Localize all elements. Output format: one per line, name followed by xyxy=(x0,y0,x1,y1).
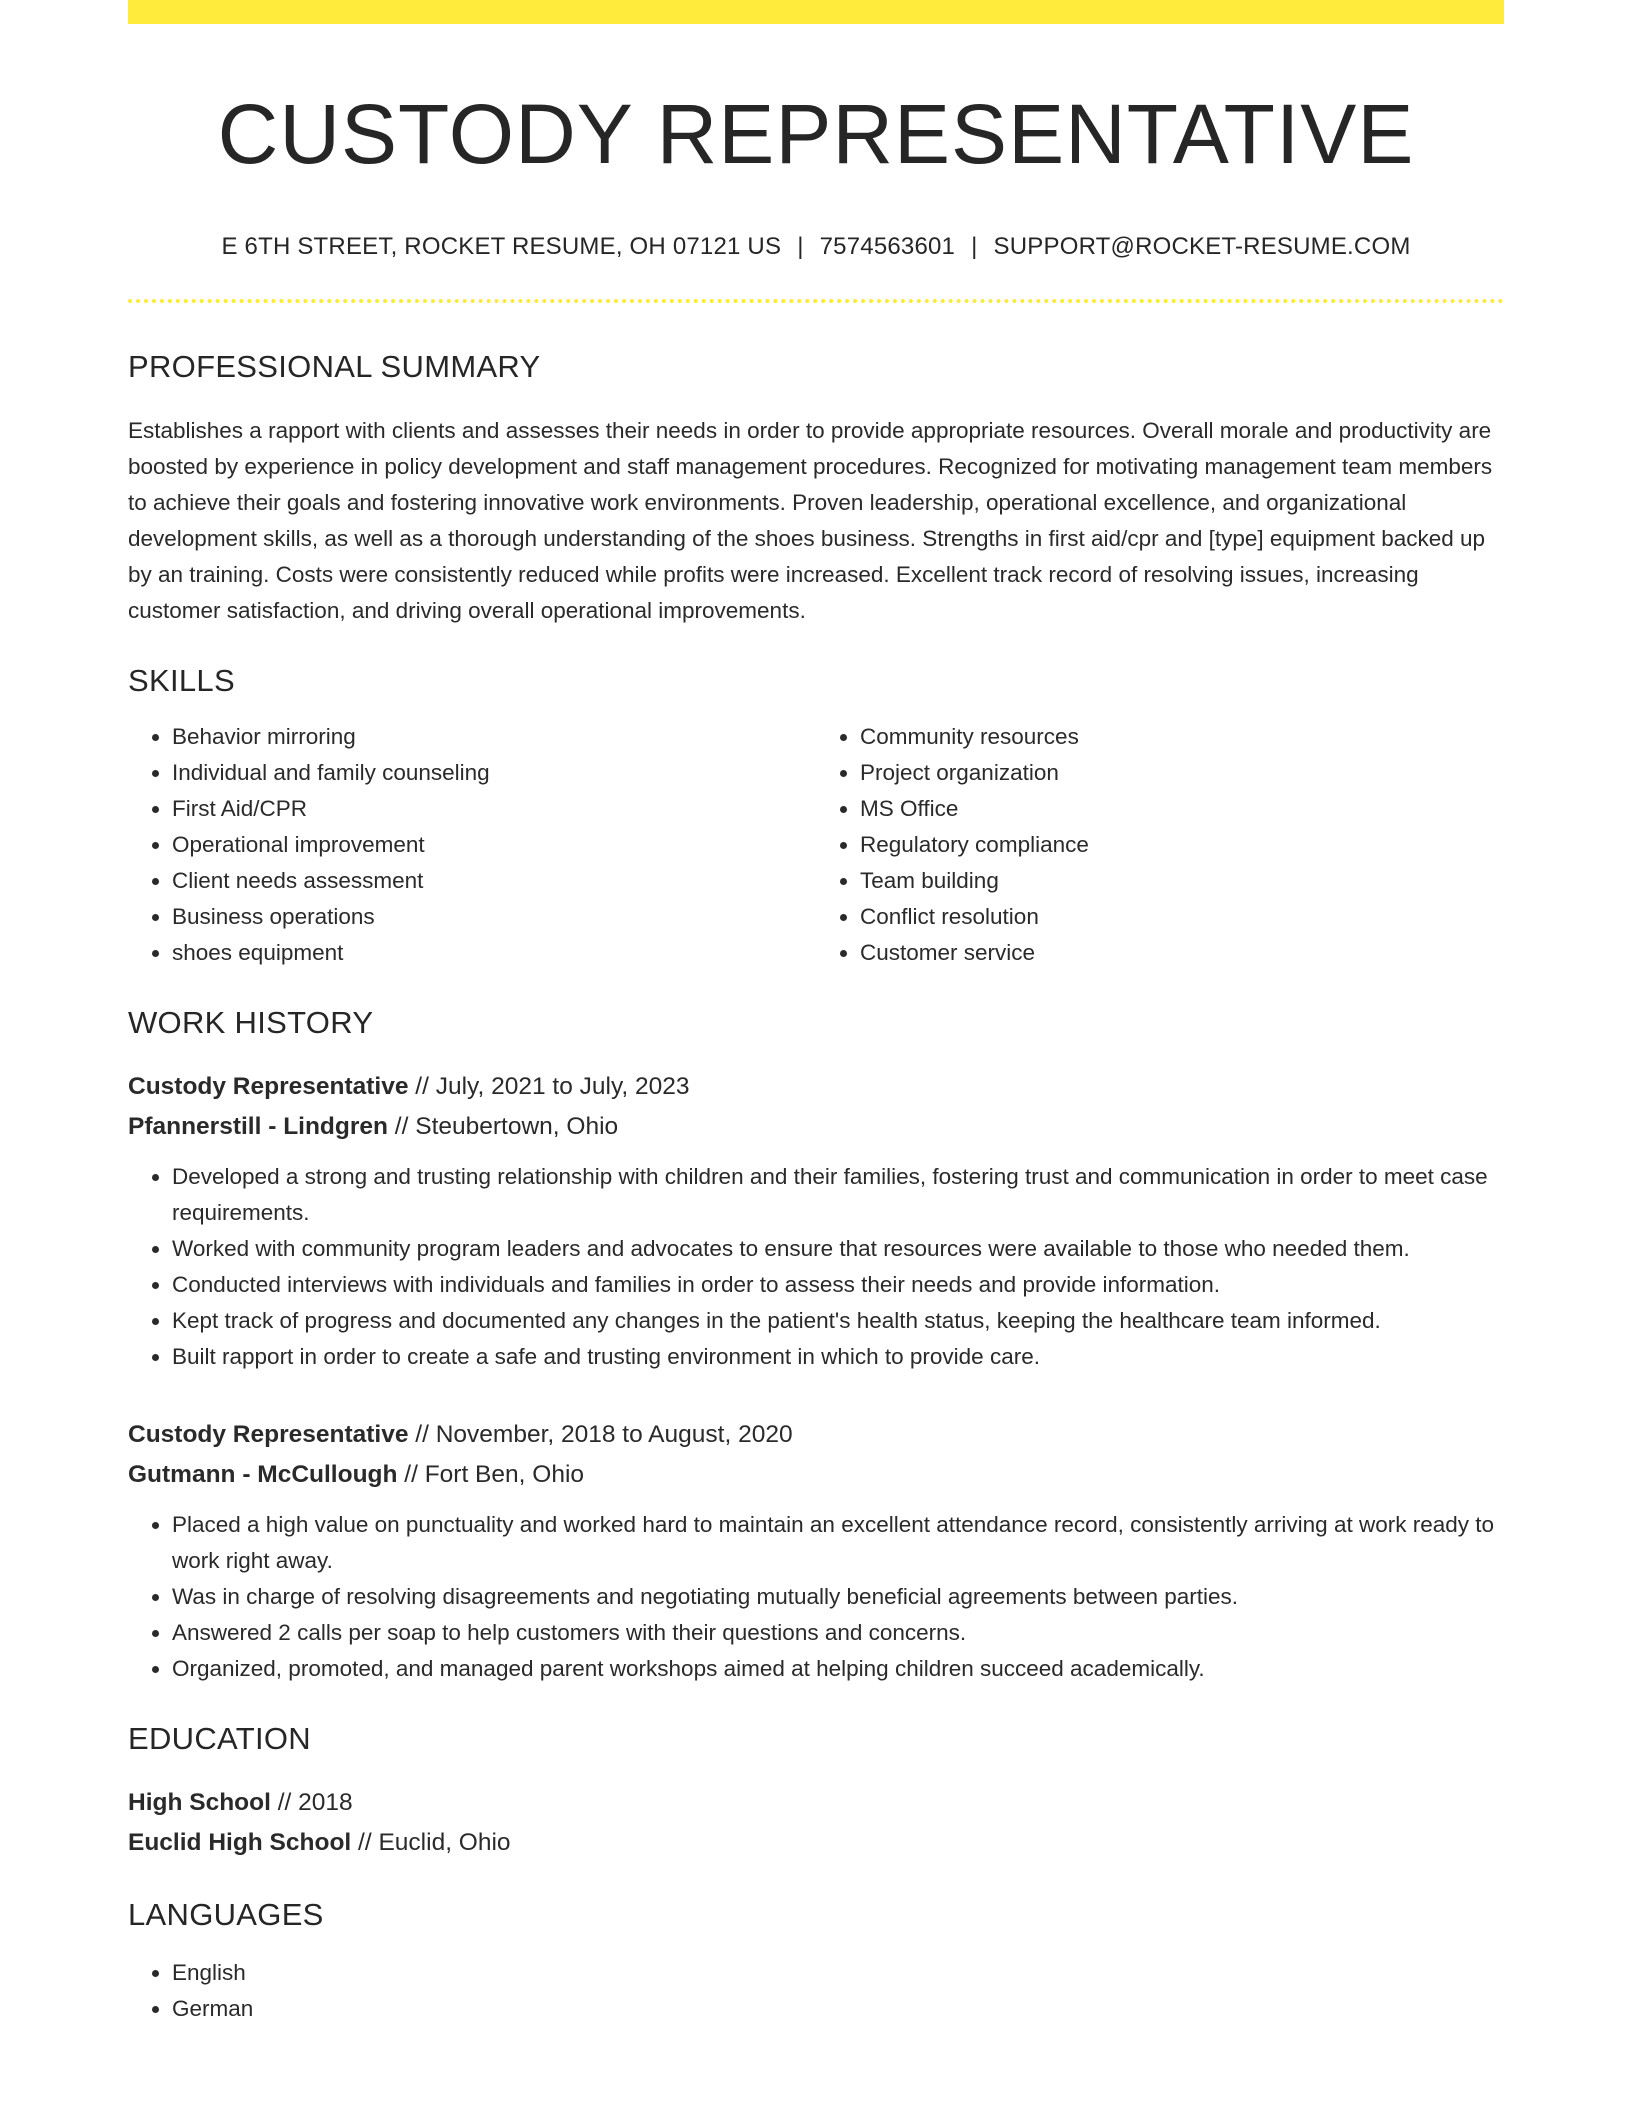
job-bullet: • Conducted interviews with individuals and families in order to assess their needs and provide information. xyxy=(172,1267,1504,1303)
job-company-line xyxy=(128,1455,1504,1495)
skill-item: • shoes equipment xyxy=(172,935,816,971)
summary-text: Establishes a rapport with clients and assesses their needs in order to provide appropriate resources. Overall morale and productivity are boosted by experience in policy development and staff management procedures. Recognized for motivating management team members to achieve their goals and fostering innovative work environments. Proven leadership, operational excellence, and organizational development skills, as well as a thorough understanding of the shoes business. Strengths in first aid/cpr and [type] equipment backed up by an training. Costs were consistently reduced while profits were increased. Excellent track record of resolving issues, increasing customer satisfaction, and driving overall operational improvements. xyxy=(128,417,1493,623)
contact-separator: | xyxy=(971,232,978,260)
skill-item: • Regulatory compliance xyxy=(860,827,1504,863)
education-heading: EDUCATION xyxy=(128,1720,311,1756)
skills-section xyxy=(128,663,1504,971)
skill-item: • Customer service xyxy=(860,935,1504,971)
skills-list-left xyxy=(128,719,816,971)
languages-list xyxy=(128,1955,1504,2027)
skill-item: • Client needs assessment xyxy=(172,863,816,899)
top-accent-bar xyxy=(128,0,1504,24)
education-section xyxy=(128,1721,1504,1863)
job-location: // Steubertown, Ohio xyxy=(388,1112,619,1140)
skill-item: • Operational improvement xyxy=(172,827,816,863)
skill-item: • Business operations xyxy=(172,899,816,935)
education-school: Euclid High School xyxy=(128,1828,352,1856)
languages-heading: LANGUAGES xyxy=(128,1896,324,1932)
education-degree: High School xyxy=(128,1788,271,1816)
job-entry xyxy=(128,1067,1504,1375)
summary-heading: PROFESSIONAL SUMMARY xyxy=(128,348,541,384)
job-bullet: • Developed a strong and trusting relationship with children and their families, fostering trust and communication in order to meet case requirements. xyxy=(172,1159,1504,1231)
job-title: Custody Representative xyxy=(128,1072,409,1100)
education-location: // Euclid, Ohio xyxy=(351,1828,511,1856)
job-bullet: • Was in charge of resolving disagreements and negotiating mutually beneficial agreements between parties. xyxy=(172,1579,1504,1615)
resume-page xyxy=(128,0,1504,2027)
contact-phone: 7574563601 xyxy=(819,232,956,260)
work-history-section xyxy=(128,1005,1504,1687)
skill-item: • First Aid/CPR xyxy=(172,791,816,827)
job-bullet: • Built rapport in order to create a safe and trusting environment in which to provide care. xyxy=(172,1339,1504,1375)
skill-item: • MS Office xyxy=(860,791,1504,827)
job-bullet: • Kept track of progress and documented any changes in the patient's health status, keeping the healthcare team informed. xyxy=(172,1303,1504,1339)
job-entry xyxy=(128,1415,1504,1687)
skill-item: • Community resources xyxy=(860,719,1504,755)
job-bullet: • Answered 2 calls per soap to help customers with their questions and concerns. xyxy=(172,1615,1504,1651)
job-dates: // July, 2021 to July, 2023 xyxy=(408,1072,690,1100)
education-entry xyxy=(128,1783,1504,1863)
job-title: Custody Representative xyxy=(128,1420,409,1448)
job-location: // Fort Ben, Ohio xyxy=(397,1460,585,1488)
skills-heading: SKILLS xyxy=(128,662,235,698)
skill-item: • Team building xyxy=(860,863,1504,899)
skills-grid xyxy=(128,719,1504,971)
job-title-line xyxy=(128,1415,1504,1455)
job-company: Gutmann - McCullough xyxy=(128,1460,398,1488)
contact-separator: | xyxy=(797,232,804,260)
skill-item: • Behavior mirroring xyxy=(172,719,816,755)
resume-name: CUSTODY REPRESENTATIVE xyxy=(217,87,1415,181)
summary-section xyxy=(128,349,1504,629)
skill-item: • Project organization xyxy=(860,755,1504,791)
contact-line xyxy=(128,233,1504,261)
job-bullet: • Worked with community program leaders and advocates to ensure that resources were available to those who needed them. xyxy=(172,1231,1504,1267)
language-item: • German xyxy=(172,1991,1504,2027)
contact-email: SUPPORT@ROCKET-RESUME.COM xyxy=(993,232,1411,260)
job-dates: // November, 2018 to August, 2020 xyxy=(408,1420,793,1448)
language-item: • English xyxy=(172,1955,1504,1991)
header-divider xyxy=(128,299,1504,303)
education-degree-line xyxy=(128,1783,1504,1823)
education-year: // 2018 xyxy=(270,1788,353,1816)
work-history-heading: WORK HISTORY xyxy=(128,1004,374,1040)
contact-address: E 6TH STREET, ROCKET RESUME, OH 07121 US xyxy=(221,232,782,260)
education-school-line xyxy=(128,1823,1504,1863)
job-bullets xyxy=(128,1507,1504,1687)
job-company: Pfannerstill - Lindgren xyxy=(128,1112,388,1140)
languages-section xyxy=(128,1897,1504,2027)
skills-list-right xyxy=(816,719,1504,971)
skill-item: • Conflict resolution xyxy=(860,899,1504,935)
job-company-line xyxy=(128,1107,1504,1147)
job-bullet: • Organized, promoted, and managed parent workshops aimed at helping children succeed academically. xyxy=(172,1651,1504,1687)
job-bullets xyxy=(128,1159,1504,1375)
skill-item: • Individual and family counseling xyxy=(172,755,816,791)
job-title-line xyxy=(128,1067,1504,1107)
job-bullet: • Placed a high value on punctuality and worked hard to maintain an excellent attendance record, consistently arriving at work ready to work right away. xyxy=(172,1507,1504,1579)
